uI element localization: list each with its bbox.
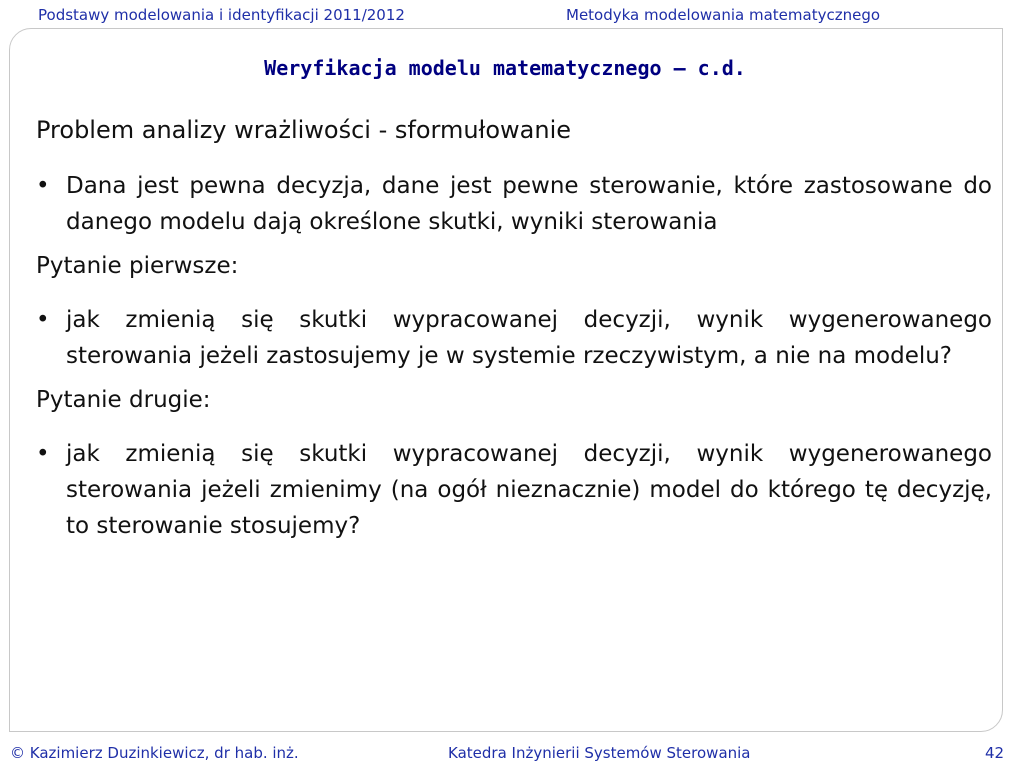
bullet-item xyxy=(36,168,992,240)
bullet-text: jak zmienią się skutki wypracowanej decyzji, wynik wygenerowanego sterowania jeżeli zastosujemy je w systemie rzeczywistym, a nie na modelu? xyxy=(66,307,992,369)
author-credit: © Kazimierz Duzinkiewicz, dr hab. inż. xyxy=(10,744,299,762)
slide-footer xyxy=(0,740,1024,768)
bullet-icon: • xyxy=(36,307,50,333)
question-two-heading: Pytanie drugie: xyxy=(36,387,211,413)
bullet-icon: • xyxy=(36,441,50,467)
bullet-text: jak zmienią się skutki wypracowanej decyzji, wynik wygenerowanego sterowania jeżeli zmienimy (na ogół nieznacznie) model do którego tę decyzję, to sterowanie stosujemy? xyxy=(66,441,992,539)
topic-title: Metodyka modelowania matematycznego xyxy=(566,6,881,24)
page-number: 42 xyxy=(985,744,1005,762)
problem-heading: Problem analizy wrażliwości - sformułowanie xyxy=(36,116,572,144)
bullet-text: Dana jest pewna decyzja, dane jest pewne sterowanie, które zastosowane do danego modelu dają określone skutki, wyniki sterowania xyxy=(66,173,992,235)
bullet-item xyxy=(36,436,992,544)
bullet-item xyxy=(36,302,992,374)
slide-title: Weryfikacja modelu matematycznego – c.d. xyxy=(264,56,746,80)
question-one-heading: Pytanie pierwsze: xyxy=(36,253,239,279)
course-title: Podstawy modelowania i identyfikacji 2011/2012 xyxy=(38,6,405,24)
slide-header xyxy=(0,0,1024,28)
department-name: Katedra Inżynierii Systemów Sterowania xyxy=(448,744,751,762)
slide-content xyxy=(36,112,992,544)
bullet-icon: • xyxy=(36,173,50,199)
